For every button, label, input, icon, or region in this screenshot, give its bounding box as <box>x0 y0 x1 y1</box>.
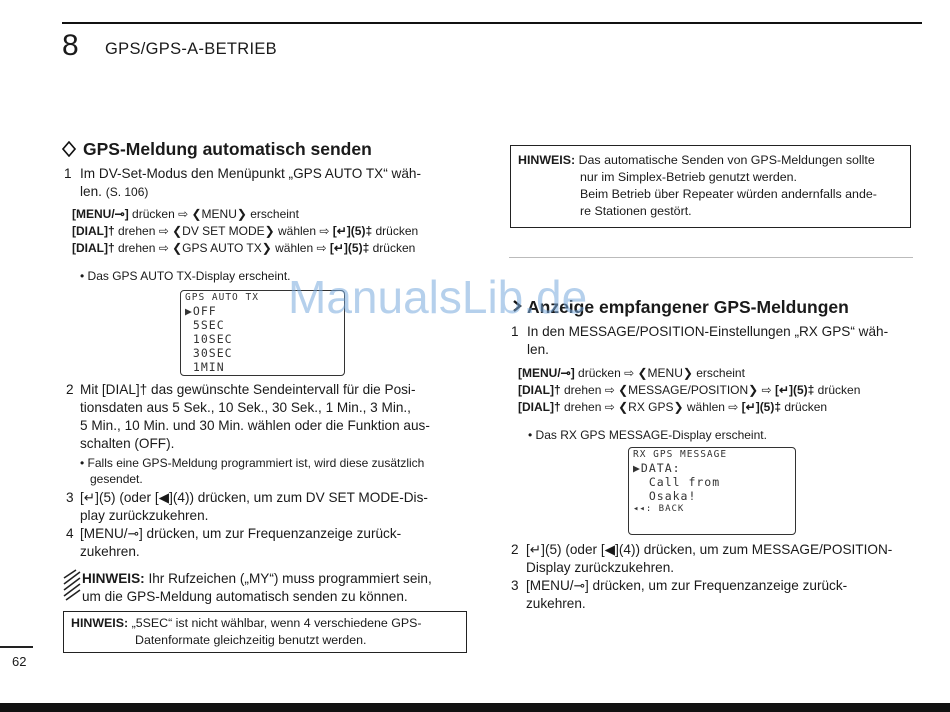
operation-text: drücken ⇨ ❮MENU❯ erscheint <box>128 207 299 221</box>
chapter-title: GPS/GPS-A-BETRIEB <box>105 40 277 58</box>
note-label: HINWEIS: <box>71 616 129 630</box>
step3-line: zukehren. <box>526 596 586 611</box>
page-number: 62 <box>12 654 27 669</box>
section-title-received: Anzeige empfangener GPS-Meldungen <box>527 297 849 317</box>
note-line: Das automatische Senden von GPS-Meldungen sollte <box>578 153 875 167</box>
operation-text: drehen ⇨ ❮MESSAGE/POSITION❯ ⇨ <box>560 383 775 397</box>
step2-line: 5 Min., 10 Min. und 30 Min. wählen oder die Funktion aus- <box>80 418 430 433</box>
watermark-text: ManualsLib.de <box>288 271 588 323</box>
operation-text: drücken <box>372 224 419 238</box>
step1-line: In den MESSAGE/POSITION-Einstellungen „RX GPS“ wäh- <box>527 324 889 339</box>
chapter-number: 8 <box>62 29 79 62</box>
page-rule <box>0 646 33 648</box>
lcd-line: RX GPS MESSAGE <box>633 449 728 460</box>
step-number: 1 <box>64 166 72 181</box>
note-line: Datenformate gleichzeitig benutzt werden. <box>135 633 367 647</box>
key-label: [↵](5)‡ <box>741 400 782 414</box>
operation-text: drehen ⇨ ❮RX GPS❯ wählen ⇨ <box>560 400 742 414</box>
top-rule <box>62 22 922 24</box>
lcd-line: 5SEC <box>185 318 225 332</box>
section-title-auto-send: GPS-Meldung automatisch senden <box>83 139 372 159</box>
page-reference: (S. 106) <box>105 185 149 199</box>
key-label: [MENU/⊸] <box>518 366 575 380</box>
bottom-bar <box>0 703 950 712</box>
key-label: [DIAL]† <box>518 383 561 397</box>
step1-line: len. <box>80 184 102 199</box>
lcd-line: Call from <box>633 475 721 489</box>
lcd-line: 30SEC <box>185 346 233 360</box>
key-label: [↵](5)‡ <box>332 224 373 238</box>
key-label: [↵](5)‡ <box>774 383 815 397</box>
step1-line: len. <box>527 342 549 357</box>
key-label: [MENU/⊸] <box>72 207 129 221</box>
operation-text: drücken <box>781 400 828 414</box>
note-box-5sec <box>63 611 467 653</box>
lcd-line: 1MIN <box>185 360 225 374</box>
lcd-display-rx-gps-message <box>628 447 796 535</box>
step-number: 3 <box>66 490 74 505</box>
step-number: 1 <box>511 324 519 339</box>
note-line: re Stationen gestört. <box>580 204 692 218</box>
note-line: „5SEC“ ist nicht wählbar, wenn 4 verschiedene GPS- <box>131 616 422 630</box>
step2-line: [↵](5) (oder [◀](4)) drücken, um zum MESSAGE/POSITION- <box>526 542 893 557</box>
step-number: 3 <box>511 578 519 593</box>
operation-text: drehen ⇨ ❮DV SET MODE❯ wählen ⇨ <box>114 224 333 238</box>
divider <box>509 257 913 258</box>
step3-line: [↵](5) (oder [◀](4)) drücken, um zum DV SET MODE-Dis- <box>80 490 428 505</box>
diamond-icon <box>62 141 76 157</box>
step2-note: gesendet. <box>90 472 143 486</box>
operation-text: drücken <box>369 241 416 255</box>
lcd-line: GPS AUTO TX <box>185 292 259 303</box>
note-box-simplex <box>510 145 911 228</box>
display-caption: • Das GPS AUTO TX-Display erscheint. <box>80 269 291 283</box>
step2-line: schalten (OFF). <box>80 436 175 451</box>
lcd-line: ▶OFF <box>185 304 217 318</box>
step4-line: [MENU/⊸] drücken, um zur Frequenzanzeige zurück- <box>80 526 402 541</box>
hatch-icon <box>62 568 82 602</box>
step-number: 2 <box>66 382 74 397</box>
step4-line: zukehren. <box>80 544 140 559</box>
step2-line: Display zurückzukehren. <box>526 560 675 575</box>
step2-line: Mit [DIAL]† das gewünschte Sendeintervall für die Posi- <box>80 382 416 397</box>
step1-line: Im DV-Set-Modus den Menüpunkt „GPS AUTO TX“ wäh- <box>80 166 421 181</box>
step3-line: [MENU/⊸] drücken, um zur Frequenzanzeige zurück- <box>526 578 848 593</box>
key-label: [DIAL]† <box>72 241 115 255</box>
key-label: [DIAL]† <box>72 224 115 238</box>
step2-line: tionsdaten aus 5 Sek., 10 Sek., 30 Sek., 1 Min., 3 Min., <box>80 400 411 415</box>
hint-label: HINWEIS: <box>82 571 145 586</box>
operation-text: drücken <box>814 383 861 397</box>
step3-line: play zurückzukehren. <box>80 508 209 523</box>
note-line: Beim Betrieb über Repeater würden andernfalls ande- <box>580 187 877 201</box>
step-number: 4 <box>66 526 74 541</box>
hint-line: um die GPS-Meldung automatisch senden zu können. <box>82 589 408 604</box>
lcd-line: 10SEC <box>185 332 233 346</box>
step2-note: • Falls eine GPS-Meldung programmiert ist, wird diese zusätzlich <box>80 456 425 470</box>
lcd-line: Osaka! <box>633 489 697 503</box>
note-line: nur im Simplex-Betrieb genutzt werden. <box>580 170 797 184</box>
lcd-line: ▶DATA: <box>633 461 681 475</box>
key-label: [DIAL]† <box>518 400 561 414</box>
operation-text: drehen ⇨ ❮GPS AUTO TX❯ wählen ⇨ <box>114 241 330 255</box>
operation-text: drücken ⇨ ❮MENU❯ erscheint <box>574 366 745 380</box>
hint-line: Ihr Rufzeichen („MY“) muss programmiert sein, <box>148 571 432 586</box>
key-label: [↵](5)‡ <box>329 241 370 255</box>
step-number: 2 <box>511 542 519 557</box>
lcd-line: ◂◂: BACK <box>633 504 685 514</box>
display-caption: • Das RX GPS MESSAGE-Display erscheint. <box>528 428 767 442</box>
note-label: HINWEIS: <box>518 153 576 167</box>
